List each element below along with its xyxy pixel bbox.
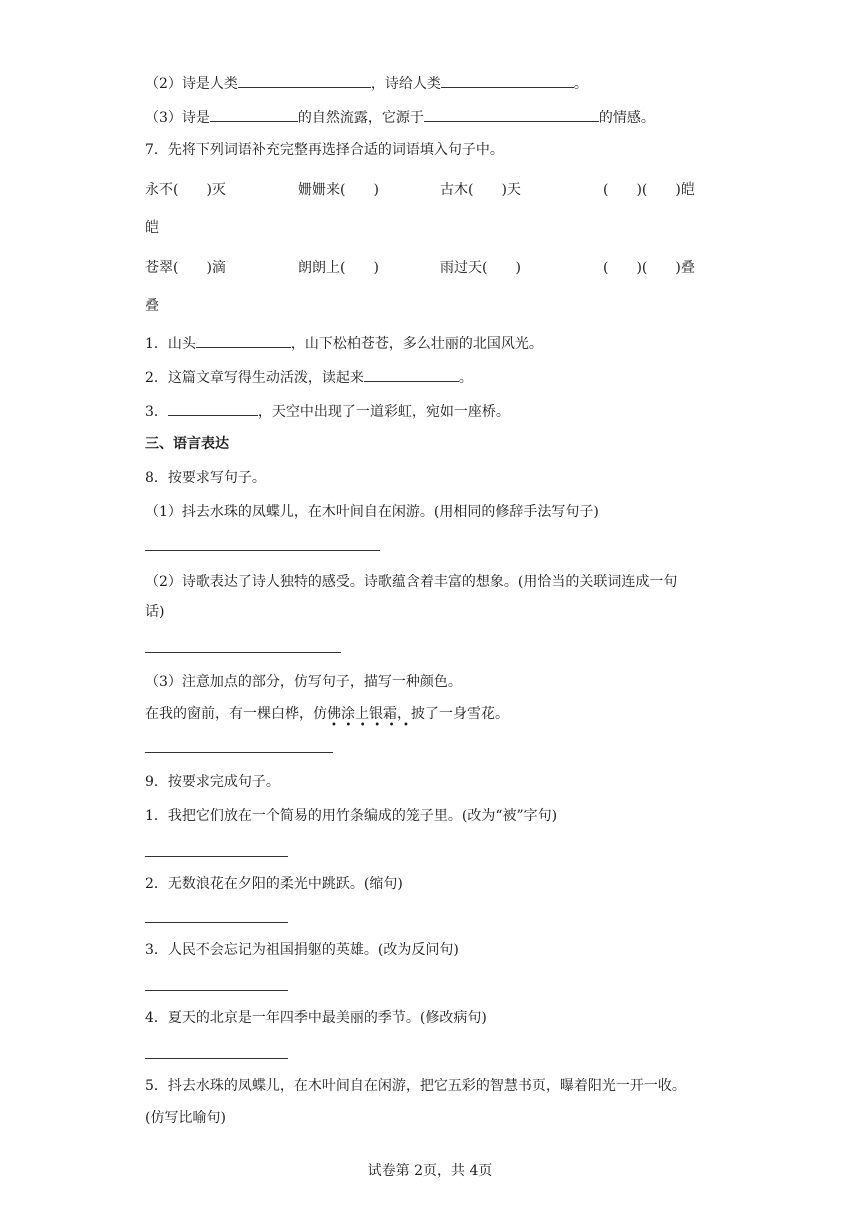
q7-s3-text-b: ，天空中出现了一道彩虹，宛如一座桥。 — [257, 404, 510, 420]
q9-s2-answer-line[interactable] — [145, 922, 288, 923]
section-title: 三、语言表达 — [145, 436, 229, 452]
q7-sentence-2 — [145, 366, 473, 388]
q7-word-3: 古木( )天 — [440, 182, 521, 198]
q7-word-1: 永不( )灭 — [145, 182, 226, 198]
q7-word-2: 姗姗来( ) — [298, 182, 379, 198]
q8-item2-line1: （2）诗歌表达了诗人独特的感受。诗歌蕴含着丰富的想象。(用恰当的关联词连成一句 — [145, 574, 678, 590]
q6-item2-blank-1[interactable] — [238, 72, 371, 88]
q8-item1: （1）抖去水珠的凤蝶儿，在木叶间自在闲游。(用相同的修辞手法写句子) — [145, 504, 599, 520]
q8-item3: （3）注意加点的部分，仿写句子，描写一种颜色。 — [145, 674, 462, 690]
q7-s1-blank[interactable] — [196, 332, 291, 348]
q7-word-8: ( )( )叠 — [603, 260, 695, 276]
q6-item2-text-a: （2）诗是人类 — [145, 76, 238, 92]
q9-sentence-2: 2．无数浪花在夕阳的柔光中跳跃。(缩句) — [145, 876, 403, 892]
page-footer: 试卷第 2页，共 4页 — [367, 1163, 493, 1179]
q7-s2-blank[interactable] — [364, 366, 459, 382]
q7-sentence-3 — [145, 400, 510, 422]
q9-sentence-5-line1: 5．抖去水珠的凤蝶儿，在木叶间自在闲游，把它五彩的智慧书页，曝着阳光一开一收。 — [145, 1078, 686, 1094]
q6-item2-blank-2[interactable] — [441, 72, 574, 88]
emphasis-dots: •••••• — [331, 720, 418, 731]
q7-s3-blank[interactable] — [168, 400, 258, 416]
q7-word-4-wrap: 皑 — [145, 220, 159, 236]
q9-s3-answer-line[interactable] — [145, 990, 288, 991]
q6-item3-blank-1[interactable] — [210, 106, 298, 122]
q9-sentence-5-line2: (仿写比喻句) — [145, 1110, 226, 1126]
q6-item2-text-b: ，诗给人类 — [370, 76, 441, 92]
q6-item3-text-b: 的自然流露，它源于 — [297, 110, 424, 126]
q6-item2 — [145, 72, 588, 94]
q8-item2-answer-line[interactable] — [145, 652, 341, 653]
q7-s1-text-b: ，山下松柏苍苍，多么壮丽的北国风光。 — [290, 336, 543, 352]
q9-s1-answer-line[interactable] — [145, 856, 288, 857]
q7-word-8-wrap: 叠 — [145, 298, 159, 314]
q7-s2-text-a: 2．这篇文章写得生动活泼，读起来 — [145, 370, 364, 386]
q6-item3 — [145, 106, 655, 128]
q7-word-6: 朗朗上( ) — [298, 260, 379, 276]
q9-sentence-4: 4．夏天的北京是一年四季中最美丽的季节。(修改病句) — [145, 1010, 487, 1026]
q6-item3-blank-2[interactable] — [424, 106, 599, 122]
q6-item3-text-a: （3）诗是 — [145, 110, 210, 126]
q8-item2-line2: 话) — [145, 604, 165, 620]
q7-prompt: 7．先将下列词语补充完整再选择合适的词语填入句子中。 — [145, 142, 504, 158]
q8-item3-example: 在我的窗前，有一棵白桦，仿佛涂上银霜，披了一身雪花。 — [145, 706, 509, 722]
q8-item1-answer-line[interactable] — [145, 550, 380, 551]
q7-word-5: 苍翠( )滴 — [145, 260, 226, 276]
q6-item3-text-c: 的情感。 — [598, 110, 655, 126]
q7-s3-text-a: 3． — [145, 404, 168, 420]
q8-item3-answer-line[interactable] — [145, 752, 333, 753]
q8-prompt: 8．按要求写句子。 — [145, 470, 266, 486]
q9-prompt: 9．按要求完成句子。 — [145, 774, 280, 790]
q9-s4-answer-line[interactable] — [145, 1058, 288, 1059]
q7-word-4: ( )( )皑 — [603, 182, 695, 198]
q7-s1-text-a: 1．山头 — [145, 336, 196, 352]
q9-sentence-3: 3．人民不会忘记为祖国捐躯的英雄。(改为反问句) — [145, 942, 459, 958]
q6-item2-text-c: 。 — [573, 76, 588, 92]
q7-sentence-1 — [145, 332, 543, 354]
q9-sentence-1: 1．我把它们放在一个简易的用竹条编成的笼子里。(改为“被”字句) — [145, 808, 558, 824]
q7-s2-text-b: 。 — [458, 370, 473, 386]
q7-word-7: 雨过天( ) — [440, 260, 521, 276]
